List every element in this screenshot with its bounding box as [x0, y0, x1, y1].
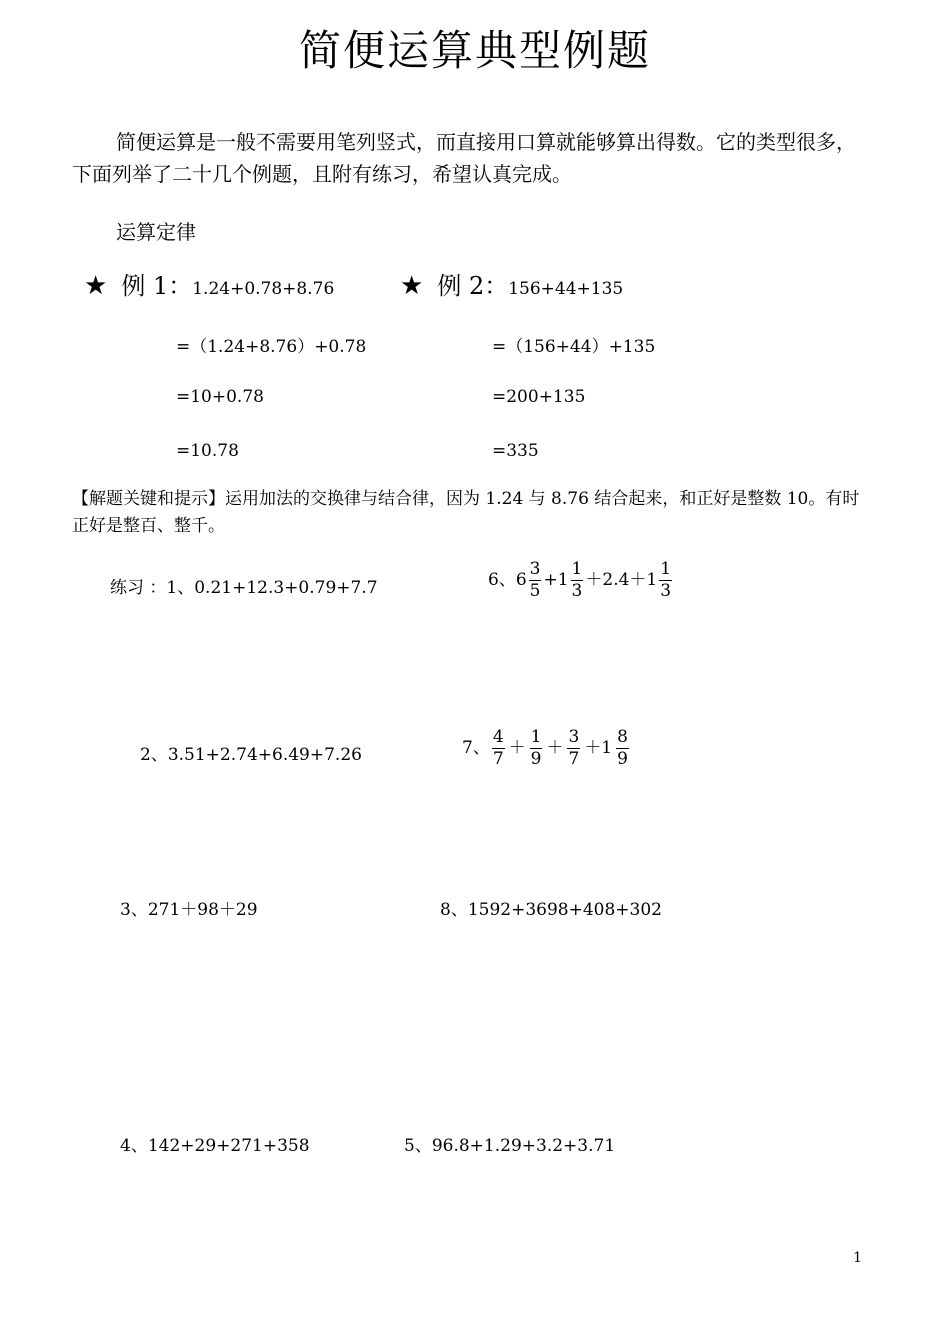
- page-title: 简便运算典型例题: [298, 26, 651, 75]
- practice-6-fraction-3: [659, 561, 672, 600]
- example-1-step-2: =10+0.78: [176, 387, 264, 407]
- practice-3: 3、271＋98＋29: [120, 900, 258, 920]
- practice-6-fraction-1: [529, 561, 542, 600]
- practice-4: 4、142+29+271+358: [120, 1136, 310, 1156]
- example-2-heading: [400, 266, 623, 301]
- example-2-label: 例 2：: [437, 272, 509, 300]
- practice-7-fraction-1: [492, 729, 505, 768]
- example-2-expression: 156+44+135: [508, 279, 624, 299]
- denominator: 3: [660, 581, 672, 601]
- solution-hint: 【解题关键和提示】运用加法的交换律与结合律，因为 1.24 与 8.76 结合起来，和正好是整数 10。有时正好是整百、整千。: [72, 489, 860, 536]
- example-1-label: 例 1：: [121, 272, 193, 300]
- numerator: 3: [568, 727, 580, 747]
- denominator: 9: [617, 749, 628, 769]
- practice-6-operator-1: +1: [543, 570, 569, 590]
- practice-1: 练习 ：1、0.21+12.3+0.79+7.7: [110, 578, 378, 598]
- intro-text: 简便运算是一般不需要用笔列竖式，而直接用口算就能够算出得数。它的类型很多，下面列举了二十几个例题，且附有练习，希望认真完成。: [72, 130, 856, 186]
- example-1-step-1: =（1.24+8.76）+0.78: [176, 337, 367, 357]
- denominator: 5: [529, 581, 541, 601]
- example-1-heading: [84, 266, 334, 301]
- practice-7-fraction-4: [616, 729, 629, 768]
- practice-7-fraction-2: [530, 729, 543, 768]
- practice-6-fraction-2: [571, 561, 584, 600]
- practice-7-operator-2: ＋: [546, 738, 564, 758]
- practice-7-operator-1: ＋: [508, 738, 526, 758]
- numerator: 1: [530, 727, 542, 747]
- page-number: 1: [853, 1250, 862, 1266]
- numerator: 1: [571, 559, 583, 579]
- example-2-step-3: =335: [492, 441, 539, 461]
- example-1-expression: 1.24+0.78+8.76: [192, 279, 335, 299]
- star-icon: ★: [84, 271, 108, 301]
- denominator: 9: [530, 749, 542, 769]
- numerator: 3: [529, 559, 541, 579]
- example-2-step-2: =200+135: [492, 387, 586, 407]
- star-icon: ★: [400, 271, 424, 301]
- practice-6: [488, 561, 674, 600]
- numerator: 1: [660, 559, 672, 579]
- example-1-step-3: =10.78: [176, 441, 239, 461]
- practice-6-label: 6、: [488, 570, 516, 590]
- numerator: 8: [617, 727, 628, 747]
- practice-6-whole-1: 6: [515, 570, 527, 590]
- practice-2: 2、3.51+2.74+6.49+7.26: [140, 745, 362, 765]
- practice-7-label: 7、: [462, 738, 490, 758]
- section-heading: 运算定律: [116, 220, 196, 244]
- practice-7-operator-3: ＋1: [584, 738, 613, 758]
- intro-paragraph: [72, 126, 862, 190]
- denominator: 7: [492, 749, 504, 769]
- denominator: 3: [571, 581, 583, 601]
- practice-8: 8、1592+3698+408+302: [440, 900, 662, 920]
- practice-7-fraction-3: [567, 729, 580, 768]
- practice-6-middle: ＋2.4＋1: [585, 570, 658, 590]
- numerator: 4: [492, 727, 504, 747]
- practice-5: 5、96.8+1.29+3.2+3.71: [404, 1136, 616, 1156]
- denominator: 7: [568, 749, 580, 769]
- practice-7: [462, 729, 631, 768]
- example-2-step-1: =（156+44）+135: [492, 337, 656, 357]
